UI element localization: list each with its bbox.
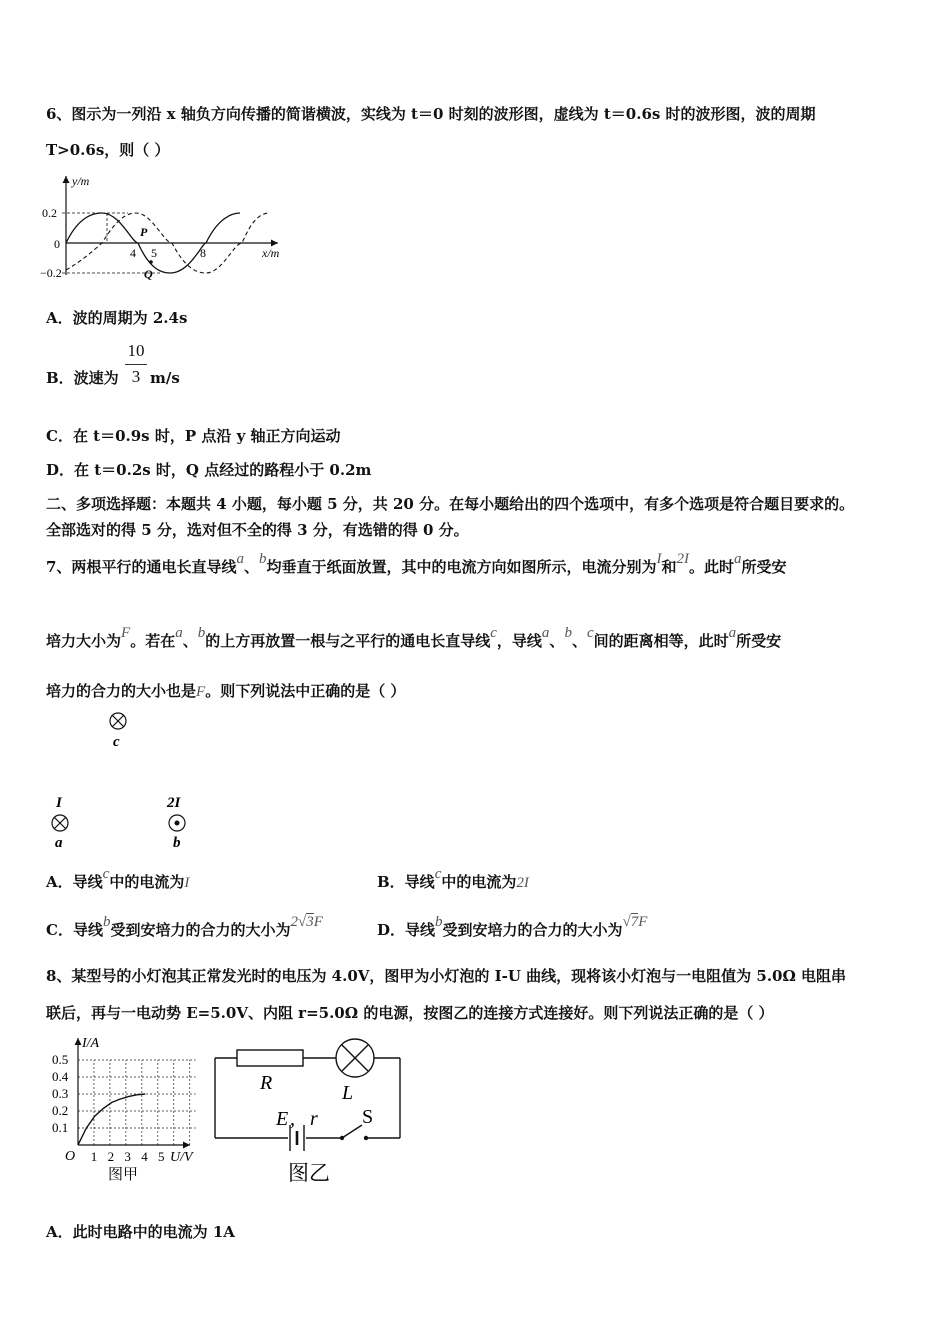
q8-stem-line1: 8、某型号的小灯泡其正常发光时的电压为 4.0V，图甲为小灯泡的 I-U 曲线，现将该小灯泡与一电阻值为 5.0Ω 电阻串	[46, 967, 847, 985]
iu-curve	[78, 1094, 145, 1145]
q6-ytick-1: 0	[54, 237, 60, 251]
q7-stem-line1: 7、两根平行的通电长直导线a、b均垂直于纸面放置，其中的电流方向如图所示，电流分别为I和2I。此时a所受安	[46, 551, 787, 576]
wire-a-into-page	[52, 815, 68, 831]
q6-ylabel: y/m	[72, 174, 90, 188]
iu-chart-title: 图甲	[108, 1167, 139, 1183]
q8-option-a: A．此时电路中的电流为 1A	[46, 1223, 235, 1241]
circuit-resistor	[237, 1050, 303, 1066]
iu-ytick-label: 0.1	[52, 1120, 69, 1135]
wire-b-out-of-page	[169, 815, 185, 831]
iu-xlabel: U/V	[170, 1150, 193, 1165]
iu-origin: O	[65, 1149, 76, 1164]
iu-ytick-label: 0.3	[52, 1086, 69, 1101]
q7-option-d: D．导线b受到安培力的合力的大小为√7F	[377, 914, 648, 939]
q7-stem-line3: 培力的合力的大小也是F。则下列说法中正确的是（ ）	[46, 682, 406, 700]
q7-option-b: B．导线c中的电流为2I	[377, 866, 529, 891]
iu-ytick-label: 0.2	[52, 1103, 69, 1118]
circuit-label-lamp: L	[342, 1082, 354, 1104]
circuit-label-comma: ,	[290, 1108, 295, 1130]
circuit-lamp	[336, 1039, 374, 1077]
q7-option-c: C．导线b受到安培力的合力的大小为2√3F	[46, 914, 323, 939]
q6-wave-graph	[40, 170, 290, 285]
q6-point-q-dot	[149, 260, 153, 264]
q6-xtick-5: 5	[151, 246, 157, 260]
q7-option-a: A．导线c中的电流为I	[46, 866, 190, 891]
iu-xtick-label: 4	[141, 1149, 148, 1164]
q8-stem-line2: 联后，再与一电动势 E=5.0V、内阻 r=5.0Ω 的电源，按图乙的连接方式连接好。则下列说法正确的是（ ）	[46, 1004, 774, 1022]
circuit-title: 图乙	[288, 1161, 330, 1185]
q6-xlabel: x/m	[262, 246, 280, 260]
q7-stem-line2: 培力大小为F。若在a、b的上方再放置一根与之平行的通电长直导线c，导线a、b、c间的距离相等，此时a所受安	[46, 625, 782, 650]
circuit-label-r-resistor: R	[260, 1072, 273, 1094]
q7-option-c-value: 2√3F	[290, 914, 323, 930]
iu-xtick-label: 2	[107, 1149, 115, 1164]
section2-line2: 全部选对的得 5 分，选对但不全的得 3 分，有选错的得 0 分。	[46, 521, 469, 539]
wire-c-label: c	[113, 734, 120, 750]
q7-wire-figure	[40, 708, 210, 856]
q6-ytick-2: −0.2	[40, 266, 62, 280]
q8-circuit-diagram	[210, 1035, 410, 1190]
q6-xtick-8: 8	[200, 246, 206, 260]
q7-option-d-value: √7F	[622, 914, 648, 930]
wire-c-into-page	[110, 713, 126, 729]
q6-point-p: P	[140, 225, 148, 239]
circuit-label-emf: E	[276, 1108, 289, 1130]
q6-option-b-prefix: B．波速为	[46, 369, 119, 387]
q6-stem-line2: T>0.6s，则（ ）	[46, 141, 170, 159]
iu-ytick-label: 0.4	[52, 1069, 69, 1084]
q6-option-d: D．在 t＝0.2s 时，Q 点经过的路程小于 0.2m	[46, 461, 372, 479]
q6-option-c: C．在 t＝0.9s 时，P 点沿 y 轴正方向运动	[46, 427, 341, 445]
q6-option-a: A．波的周期为 2.4s	[46, 309, 188, 327]
section2-line1: 二、多项选择题：本题共 4 小题，每小题 5 分，共 20 分。在每小题给出的四个选项中，有多个选项是符合题目要求的。	[46, 495, 855, 513]
q6-option-b-numerator: 10	[127, 341, 145, 360]
q6-option-b-denominator: 3	[131, 367, 141, 386]
iu-xtick-label: 5	[158, 1149, 165, 1164]
circuit-label-switch: S	[362, 1106, 374, 1128]
q6-xtick-4: 4	[130, 246, 136, 260]
iu-ytick-label: 0.5	[52, 1052, 69, 1067]
wire-b-current: 2I	[167, 795, 181, 811]
q6-option-b-fraction-bar	[125, 364, 147, 365]
wire-a-label: a	[55, 835, 63, 851]
wire-a-current: I	[56, 795, 62, 811]
q6-ytick-0: 0.2	[42, 206, 57, 220]
circuit-label-internal-r: r	[310, 1108, 318, 1130]
iu-xtick-label: 1	[90, 1149, 98, 1164]
wire-b-label: b	[173, 835, 181, 851]
iu-xtick-label: 3	[124, 1149, 131, 1164]
q6-point-q: Q	[144, 267, 153, 281]
iu-grid	[78, 1060, 196, 1145]
iu-ylabel: I/A	[82, 1036, 100, 1051]
q8-iu-chart	[40, 1030, 210, 1190]
q6-stem-line1: 6、图示为一列沿 x 轴负方向传播的简谐横波，实线为 t＝0 时刻的波形图，虚线为 t＝0.6s 时的波形图，波的周期	[46, 105, 816, 123]
q6-option-b-unit: m/s	[150, 369, 180, 387]
